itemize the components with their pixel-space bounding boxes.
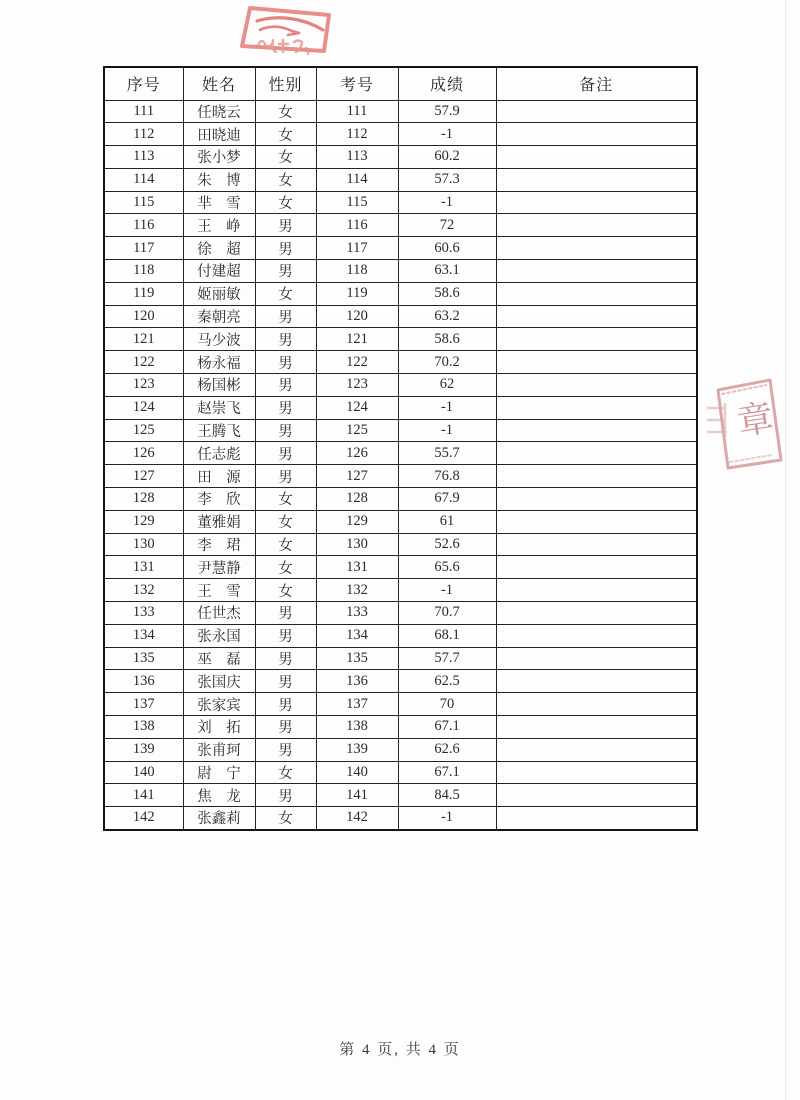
cell-no: 117 (104, 237, 183, 260)
cell-gender: 男 (255, 716, 316, 739)
cell-exam_no: 126 (316, 442, 398, 465)
cell-no: 134 (104, 624, 183, 647)
cell-score: 68.1 (398, 624, 496, 647)
cell-remark (496, 191, 697, 214)
table-row (104, 761, 697, 784)
cell-gender: 男 (255, 374, 316, 397)
cell-gender: 男 (255, 419, 316, 442)
cell-score: 63.1 (398, 260, 496, 283)
cell-name: 张鑫莉 (183, 807, 255, 830)
cell-remark (496, 214, 697, 237)
cell-gender: 女 (255, 510, 316, 533)
cell-exam_no: 121 (316, 328, 398, 351)
scan-artifact-line (785, 0, 786, 1100)
cell-score: 72 (398, 214, 496, 237)
cell-remark (496, 624, 697, 647)
cell-exam_no: 123 (316, 374, 398, 397)
table-row (104, 419, 697, 442)
cell-name: 田晓迪 (183, 123, 255, 146)
cell-remark (496, 123, 697, 146)
cell-score: 65.6 (398, 556, 496, 579)
cell-gender: 男 (255, 738, 316, 761)
cell-no: 115 (104, 191, 183, 214)
cell-gender: 女 (255, 579, 316, 602)
cell-no: 114 (104, 168, 183, 191)
cell-gender: 男 (255, 602, 316, 625)
cell-exam_no: 114 (316, 168, 398, 191)
cell-name: 焦 龙 (183, 784, 255, 807)
cell-gender: 女 (255, 556, 316, 579)
cell-gender: 女 (255, 282, 316, 305)
cell-remark (496, 488, 697, 511)
cell-remark (496, 237, 697, 260)
column-header-name: 姓名 (183, 67, 255, 100)
score-table-body (104, 100, 697, 830)
cell-exam_no: 118 (316, 260, 398, 283)
cell-name: 杨永福 (183, 351, 255, 374)
cell-exam_no: 138 (316, 716, 398, 739)
cell-no: 126 (104, 442, 183, 465)
table-row (104, 807, 697, 830)
cell-no: 132 (104, 579, 183, 602)
cell-gender: 男 (255, 670, 316, 693)
table-row (104, 579, 697, 602)
column-header-remark: 备注 (496, 67, 697, 100)
table-row (104, 784, 697, 807)
page-number-footer: 第 4 页, 共 4 页 (339, 1042, 461, 1058)
cell-score: 67.1 (398, 761, 496, 784)
cell-score: 70.7 (398, 602, 496, 625)
score-table-header (104, 67, 697, 100)
cell-score: 58.6 (398, 328, 496, 351)
cell-exam_no: 128 (316, 488, 398, 511)
table-row (104, 510, 697, 533)
cell-no: 112 (104, 123, 183, 146)
cell-remark (496, 282, 697, 305)
cell-name: 朱 博 (183, 168, 255, 191)
cell-no: 131 (104, 556, 183, 579)
cell-score: 76.8 (398, 465, 496, 488)
cell-no: 118 (104, 260, 183, 283)
table-row (104, 351, 697, 374)
cell-remark (496, 693, 697, 716)
cell-gender: 女 (255, 807, 316, 830)
cell-remark (496, 533, 697, 556)
cell-name: 刘 拓 (183, 716, 255, 739)
cell-gender: 男 (255, 214, 316, 237)
cell-remark (496, 602, 697, 625)
cell-score: -1 (398, 807, 496, 830)
cell-exam_no: 142 (316, 807, 398, 830)
table-row (104, 100, 697, 123)
cell-no: 135 (104, 647, 183, 670)
cell-remark (496, 146, 697, 169)
cell-gender: 男 (255, 647, 316, 670)
cell-exam_no: 124 (316, 396, 398, 419)
cell-score: 84.5 (398, 784, 496, 807)
cell-no: 121 (104, 328, 183, 351)
cell-name: 任世杰 (183, 602, 255, 625)
cell-score: 57.7 (398, 647, 496, 670)
cell-remark (496, 807, 697, 830)
cell-no: 138 (104, 716, 183, 739)
cell-name: 王腾飞 (183, 419, 255, 442)
table-row (104, 533, 697, 556)
cell-score: 67.9 (398, 488, 496, 511)
cell-gender: 女 (255, 146, 316, 169)
cell-name: 田 源 (183, 465, 255, 488)
cell-gender: 男 (255, 396, 316, 419)
table-row (104, 191, 697, 214)
cell-exam_no: 116 (316, 214, 398, 237)
cell-exam_no: 113 (316, 146, 398, 169)
cell-exam_no: 115 (316, 191, 398, 214)
cell-remark (496, 761, 697, 784)
cell-name: 张甫珂 (183, 738, 255, 761)
cell-no: 128 (104, 488, 183, 511)
cell-exam_no: 129 (316, 510, 398, 533)
cell-remark (496, 784, 697, 807)
header-row (104, 67, 697, 100)
cell-gender: 女 (255, 123, 316, 146)
cell-no: 141 (104, 784, 183, 807)
table-row (104, 647, 697, 670)
cell-gender: 男 (255, 351, 316, 374)
table-row (104, 237, 697, 260)
table-row (104, 556, 697, 579)
cell-name: 姬丽敏 (183, 282, 255, 305)
cell-no: 113 (104, 146, 183, 169)
cell-remark (496, 100, 697, 123)
cell-no: 127 (104, 465, 183, 488)
column-header-score: 成绩 (398, 67, 496, 100)
cell-remark (496, 374, 697, 397)
cell-score: 55.7 (398, 442, 496, 465)
cell-score: 52.6 (398, 533, 496, 556)
table-row (104, 738, 697, 761)
cell-exam_no: 131 (316, 556, 398, 579)
cell-remark (496, 579, 697, 602)
cell-exam_no: 134 (316, 624, 398, 647)
score-table (103, 66, 698, 831)
cell-exam_no: 132 (316, 579, 398, 602)
cell-score: 60.2 (398, 146, 496, 169)
cell-score: 61 (398, 510, 496, 533)
cell-exam_no: 125 (316, 419, 398, 442)
cell-gender: 男 (255, 260, 316, 283)
cell-exam_no: 141 (316, 784, 398, 807)
column-header-no: 序号 (104, 67, 183, 100)
cell-name: 赵崇飞 (183, 396, 255, 419)
table-row (104, 624, 697, 647)
table-row (104, 214, 697, 237)
cell-score: -1 (398, 396, 496, 419)
cell-score: 62.6 (398, 738, 496, 761)
cell-no: 136 (104, 670, 183, 693)
column-header-gender: 性别 (255, 67, 316, 100)
table-row (104, 374, 697, 397)
cell-name: 徐 超 (183, 237, 255, 260)
table-row (104, 305, 697, 328)
cell-exam_no: 130 (316, 533, 398, 556)
cell-remark (496, 419, 697, 442)
cell-exam_no: 112 (316, 123, 398, 146)
cell-remark (496, 647, 697, 670)
cell-exam_no: 111 (316, 100, 398, 123)
cell-score: 70 (398, 693, 496, 716)
cell-remark (496, 351, 697, 374)
cell-no: 140 (104, 761, 183, 784)
cell-name: 张国庆 (183, 670, 255, 693)
red-seal-stamp-side (700, 374, 792, 474)
cell-name: 秦朝亮 (183, 305, 255, 328)
table-row (104, 465, 697, 488)
cell-name: 王 峥 (183, 214, 255, 237)
table-row (104, 260, 697, 283)
cell-remark (496, 510, 697, 533)
cell-no: 119 (104, 282, 183, 305)
cell-score: 57.3 (398, 168, 496, 191)
cell-no: 137 (104, 693, 183, 716)
cell-no: 133 (104, 602, 183, 625)
cell-remark (496, 396, 697, 419)
cell-exam_no: 117 (316, 237, 398, 260)
cell-gender: 男 (255, 442, 316, 465)
cell-score: 67.1 (398, 716, 496, 739)
cell-name: 董雅娟 (183, 510, 255, 533)
cell-name: 王 雪 (183, 579, 255, 602)
cell-remark (496, 442, 697, 465)
cell-name: 尉 宁 (183, 761, 255, 784)
cell-exam_no: 133 (316, 602, 398, 625)
cell-gender: 男 (255, 305, 316, 328)
cell-exam_no: 135 (316, 647, 398, 670)
cell-name: 任晓云 (183, 100, 255, 123)
cell-name: 李 欣 (183, 488, 255, 511)
cell-exam_no: 127 (316, 465, 398, 488)
table-row (104, 123, 697, 146)
cell-score: -1 (398, 419, 496, 442)
cell-name: 杨国彬 (183, 374, 255, 397)
cell-remark (496, 738, 697, 761)
cell-gender: 女 (255, 761, 316, 784)
cell-remark (496, 670, 697, 693)
table-row (104, 146, 697, 169)
table-row (104, 602, 697, 625)
cell-score: 60.6 (398, 237, 496, 260)
cell-no: 111 (104, 100, 183, 123)
cell-gender: 男 (255, 237, 316, 260)
cell-gender: 男 (255, 465, 316, 488)
cell-remark (496, 260, 697, 283)
cell-name: 巫 磊 (183, 647, 255, 670)
cell-exam_no: 120 (316, 305, 398, 328)
cell-remark (496, 328, 697, 351)
cell-score: 70.2 (398, 351, 496, 374)
cell-exam_no: 137 (316, 693, 398, 716)
cell-no: 129 (104, 510, 183, 533)
table-row (104, 716, 697, 739)
table-row (104, 168, 697, 191)
cell-remark (496, 465, 697, 488)
cell-gender: 男 (255, 624, 316, 647)
cell-score: -1 (398, 123, 496, 146)
cell-name: 任志彪 (183, 442, 255, 465)
cell-gender: 女 (255, 191, 316, 214)
cell-score: 58.6 (398, 282, 496, 305)
cell-score: 63.2 (398, 305, 496, 328)
table-row (104, 328, 697, 351)
cell-exam_no: 122 (316, 351, 398, 374)
cell-name: 马少波 (183, 328, 255, 351)
cell-name: 芈 雪 (183, 191, 255, 214)
cell-score: 57.9 (398, 100, 496, 123)
cell-score: 62.5 (398, 670, 496, 693)
cell-score: 62 (398, 374, 496, 397)
cell-no: 125 (104, 419, 183, 442)
cell-no: 123 (104, 374, 183, 397)
table-row (104, 693, 697, 716)
cell-gender: 女 (255, 100, 316, 123)
cell-no: 124 (104, 396, 183, 419)
cell-name: 张永国 (183, 624, 255, 647)
cell-name: 付建超 (183, 260, 255, 283)
cell-no: 142 (104, 807, 183, 830)
cell-gender: 女 (255, 488, 316, 511)
cell-gender: 男 (255, 693, 316, 716)
cell-gender: 男 (255, 784, 316, 807)
cell-no: 122 (104, 351, 183, 374)
cell-gender: 女 (255, 533, 316, 556)
cell-exam_no: 140 (316, 761, 398, 784)
cell-gender: 男 (255, 328, 316, 351)
cell-exam_no: 136 (316, 670, 398, 693)
table-row (104, 488, 697, 511)
cell-score: -1 (398, 191, 496, 214)
cell-remark (496, 556, 697, 579)
column-header-exam_no: 考号 (316, 67, 398, 100)
cell-gender: 女 (255, 168, 316, 191)
cell-remark (496, 168, 697, 191)
red-seal-stamp-top (239, 2, 339, 66)
table-row (104, 396, 697, 419)
table-row (104, 670, 697, 693)
cell-score: -1 (398, 579, 496, 602)
cell-name: 张家宾 (183, 693, 255, 716)
cell-name: 张小梦 (183, 146, 255, 169)
table-row (104, 282, 697, 305)
cell-remark (496, 305, 697, 328)
side-stamp-character: 章 (734, 397, 777, 443)
cell-exam_no: 139 (316, 738, 398, 761)
cell-remark (496, 716, 697, 739)
cell-no: 139 (104, 738, 183, 761)
cell-no: 116 (104, 214, 183, 237)
cell-name: 尹慧静 (183, 556, 255, 579)
cell-exam_no: 119 (316, 282, 398, 305)
table-row (104, 442, 697, 465)
cell-no: 120 (104, 305, 183, 328)
cell-name: 李 珺 (183, 533, 255, 556)
cell-no: 130 (104, 533, 183, 556)
